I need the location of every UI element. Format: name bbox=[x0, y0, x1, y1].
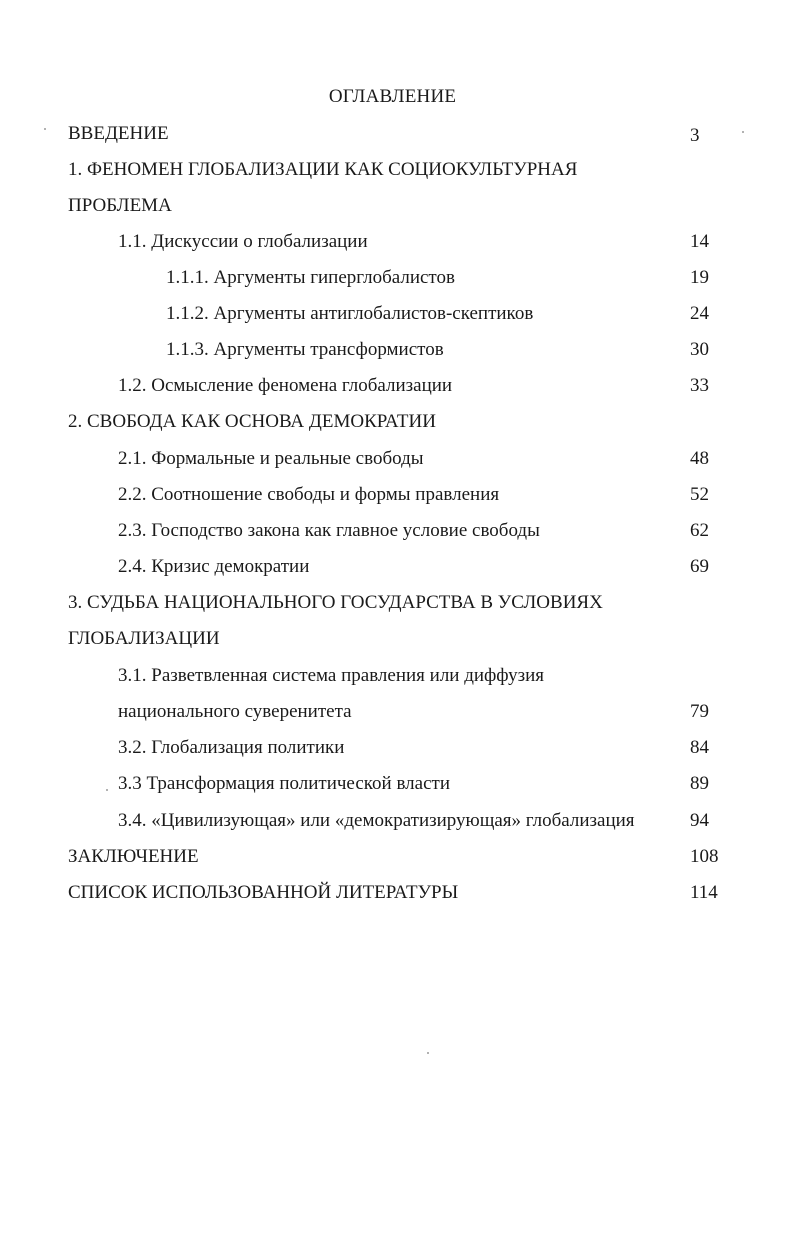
toc-page-number: 3 bbox=[690, 125, 700, 146]
toc-entry-chapter-3-continued: ГЛОБАЛИЗАЦИИ bbox=[68, 628, 220, 649]
toc-entry-section-3-3: 3.3 Трансформация политической власти bbox=[118, 773, 450, 794]
scan-speck bbox=[44, 128, 46, 130]
toc-entry-section-2-1: 2.1. Формальные и реальные свободы bbox=[118, 448, 424, 469]
toc-page-number: 48 bbox=[690, 448, 709, 469]
toc-entry-references: СПИСОК ИСПОЛЬЗОВАННОЙ ЛИТЕРАТУРЫ bbox=[68, 882, 459, 903]
toc-entry-section-3-1: 3.1. Разветвленная система правления или диффузия bbox=[118, 665, 545, 686]
toc-entry-section-3-1-continued: национального суверенитета bbox=[118, 701, 352, 722]
toc-entry-section-3-2: 3.2. Глобализация политики bbox=[118, 737, 345, 758]
toc-entry-section-2-3: 2.3. Господство закона как главное условие свободы bbox=[118, 520, 540, 541]
toc-page-number: 62 bbox=[690, 520, 709, 541]
toc-entry-section-1-1: 1.1. Дискуссии о глобализации bbox=[118, 231, 368, 252]
toc-page-number: 79 bbox=[690, 701, 709, 722]
toc-entry-section-2-4: 2.4. Кризис демократии bbox=[118, 556, 310, 577]
toc-entry-section-1-2: 1.2. Осмысление феномена глобализации bbox=[118, 375, 453, 396]
toc-entry-chapter-1: 1. ФЕНОМЕН ГЛОБАЛИЗАЦИИ КАК СОЦИОКУЛЬТУРНАЯ bbox=[68, 159, 578, 180]
scan-speck bbox=[742, 131, 744, 133]
toc-page-number: 89 bbox=[690, 773, 709, 794]
toc-page-number: 52 bbox=[690, 484, 709, 505]
toc-entry-conclusion: ЗАКЛЮЧЕНИЕ bbox=[68, 846, 199, 867]
toc-page-number: 108 bbox=[690, 846, 719, 867]
toc-page-number: 24 bbox=[690, 303, 709, 324]
toc-entry-section-1-1-3: 1.1.3. Аргументы трансформистов bbox=[166, 339, 444, 360]
toc-entry-introduction: ВВЕДЕНИЕ bbox=[68, 123, 169, 144]
toc-heading-text: ОГЛАВЛЕНИЕ bbox=[328, 86, 457, 107]
scan-speck bbox=[427, 1052, 429, 1054]
toc-entry-chapter-2: 2. СВОБОДА КАК ОСНОВА ДЕМОКРАТИИ bbox=[68, 411, 436, 432]
toc-entry-section-1-1-1: 1.1.1. Аргументы гиперглобалистов bbox=[166, 267, 455, 288]
toc-entry-chapter-1-continued: ПРОБЛЕМА bbox=[68, 195, 172, 216]
toc-page-number: 94 bbox=[690, 810, 709, 831]
toc-page-number: 114 bbox=[690, 882, 718, 903]
toc-entry-section-1-1-2: 1.1.2. Аргументы антиглобалистов-скептиков bbox=[166, 303, 534, 324]
toc-page-number: 14 bbox=[690, 231, 709, 252]
toc-entry-chapter-3: 3. СУДЬБА НАЦИОНАЛЬНОГО ГОСУДАРСТВА В УСЛОВИЯХ bbox=[68, 592, 603, 613]
toc-page-number: 69 bbox=[690, 556, 709, 577]
toc-heading bbox=[0, 86, 795, 108]
toc-page-number: 84 bbox=[690, 737, 709, 758]
toc-entry-section-2-2: 2.2. Соотношение свободы и формы правления bbox=[118, 484, 500, 505]
toc-page-number: 33 bbox=[690, 375, 709, 396]
toc-page-number: 30 bbox=[690, 339, 709, 360]
scan-speck bbox=[106, 789, 108, 791]
toc-page-number: 19 bbox=[690, 267, 709, 288]
toc-entry-section-3-4: 3.4. «Цивилизующая» или «демократизирующая» глобализация bbox=[118, 810, 635, 831]
